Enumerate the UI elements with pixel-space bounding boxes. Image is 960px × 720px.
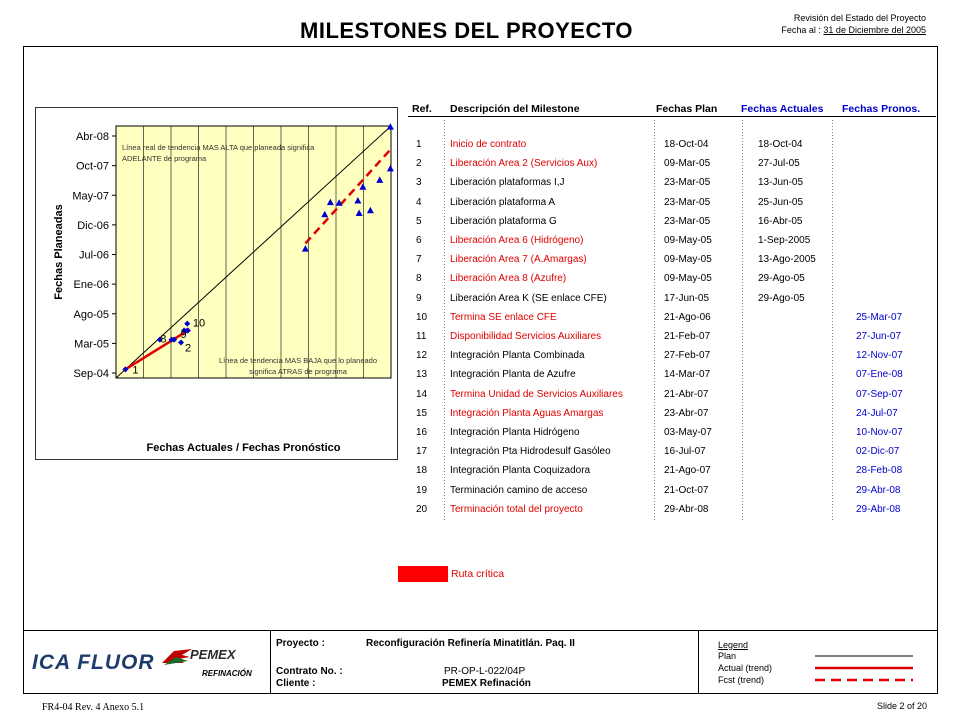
y-tick-label: Mar-05 bbox=[74, 338, 109, 351]
cell-pronos: 29-Abr-08 bbox=[856, 503, 901, 515]
pemex-logo: PEMEX bbox=[190, 647, 236, 662]
cell-ref: 18 bbox=[416, 465, 428, 477]
pemex-eagle-icon bbox=[160, 645, 194, 667]
cell-actual: 16-Abr-05 bbox=[758, 215, 803, 227]
critical-path-label: Ruta crítica bbox=[451, 568, 505, 580]
refinacion-logo: REFINACIÓN bbox=[202, 669, 252, 678]
annotation-low: Línea de tendencia MAS BAJA que lo planeado significa ATRAS de programa bbox=[218, 356, 378, 376]
legend-swatches bbox=[815, 652, 915, 686]
cell-plan: 29-Abr-08 bbox=[664, 503, 709, 515]
cell-desc: Inicio de contrato bbox=[450, 139, 527, 150]
milestone-chart bbox=[35, 107, 398, 460]
cell-ref: 3 bbox=[416, 177, 422, 189]
cell-ref: 16 bbox=[416, 427, 428, 438]
cell-plan: 21-Feb-07 bbox=[664, 331, 711, 342]
point-label: 1 bbox=[132, 364, 139, 377]
y-tick-label: Sep-04 bbox=[73, 368, 109, 380]
cell-ref: 9 bbox=[416, 292, 422, 304]
cell-desc: Liberación plataforma G bbox=[450, 215, 557, 227]
y-tick-label: Abr-08 bbox=[75, 131, 109, 143]
cell-plan: 03-May-07 bbox=[664, 427, 712, 438]
cell-plan: 09-May-05 bbox=[664, 254, 712, 266]
cell-plan: 27-Feb-07 bbox=[664, 350, 711, 362]
ica-fluor-logo: ICA FLUOR bbox=[32, 651, 155, 674]
cell-plan: 21-Ago-06 bbox=[664, 311, 711, 323]
header-desc: Descripción del Milestone bbox=[450, 103, 580, 115]
cell-ref: 15 bbox=[416, 407, 428, 419]
cell-ref: 2 bbox=[416, 158, 422, 170]
cell-plan: 23-Mar-05 bbox=[664, 177, 711, 189]
cell-desc: Terminación total del proyecto bbox=[450, 503, 583, 515]
header-status bbox=[781, 12, 926, 36]
cell-ref: 20 bbox=[416, 503, 428, 515]
footer-divider bbox=[698, 631, 699, 693]
y-tick-label: Ene-06 bbox=[73, 279, 109, 292]
column-separator bbox=[444, 120, 445, 520]
cell-ref: 5 bbox=[416, 215, 422, 227]
cell-plan: 21-Ago-07 bbox=[664, 465, 711, 477]
cell-actual: 25-Jun-05 bbox=[758, 196, 804, 208]
chart-svg bbox=[36, 108, 399, 461]
cell-ref: 6 bbox=[416, 235, 422, 246]
column-separator bbox=[742, 120, 743, 520]
cell-pronos: 27-Jun-07 bbox=[856, 331, 902, 342]
column-separator bbox=[832, 120, 833, 520]
cell-ref: 7 bbox=[416, 254, 422, 266]
cell-plan: 18-Oct-04 bbox=[664, 139, 709, 150]
form-reference: FR4-04 Rev. 4 Anexo 5.1 bbox=[42, 702, 145, 713]
cell-actual: 27-Jul-05 bbox=[758, 158, 800, 170]
cell-desc: Integración Planta Aguas Amargas bbox=[450, 407, 604, 419]
y-tick-label: Dic-06 bbox=[77, 219, 109, 232]
cell-plan: 23-Abr-07 bbox=[664, 407, 709, 419]
header-pronos: Fechas Pronos. bbox=[842, 103, 921, 115]
contrato-label: Contrato No. : bbox=[276, 666, 343, 677]
cell-ref: 10 bbox=[416, 311, 428, 323]
cliente-label: Cliente : bbox=[276, 678, 316, 689]
y-tick-label: May-07 bbox=[72, 190, 109, 203]
cell-actual: 1-Sep-2005 bbox=[758, 235, 811, 246]
x-axis-title: Fechas Actuales / Fechas Pronóstico bbox=[146, 442, 341, 454]
cell-pronos: 29-Abr-08 bbox=[856, 484, 901, 496]
page-title: MILESTONES DEL PROYECTO bbox=[300, 18, 634, 43]
cell-desc: Integración Pta Hidrodesulf Gasóleo bbox=[450, 446, 611, 458]
cell-desc: Integración Planta Hidrógeno bbox=[450, 427, 580, 438]
annotation-high: Línea real de tendencia MAS ALTA que planeada significa ADELANTE de programa bbox=[122, 143, 315, 163]
proyecto-label: Proyecto : bbox=[276, 638, 325, 649]
cell-actual: 18-Oct-04 bbox=[758, 139, 803, 150]
contrato-value: PR-OP-L-022/04P bbox=[444, 666, 526, 677]
header-ref: Ref. bbox=[412, 103, 432, 115]
cell-plan: 23-Mar-05 bbox=[664, 196, 711, 208]
cell-ref: 19 bbox=[416, 484, 428, 496]
cell-desc: Disponibilidad Servicios Auxiliares bbox=[450, 331, 602, 342]
cell-ref: 14 bbox=[416, 388, 428, 400]
cell-plan: 14-Mar-07 bbox=[664, 369, 711, 381]
cell-ref: 17 bbox=[416, 446, 428, 458]
footer-divider bbox=[270, 631, 271, 693]
cell-pronos: 24-Jul-07 bbox=[856, 407, 898, 419]
legend-actual-label: Actual (trend) bbox=[718, 663, 773, 673]
cell-actual: 13-Jun-05 bbox=[758, 177, 804, 189]
cell-ref: 1 bbox=[416, 139, 422, 150]
cell-plan: 21-Abr-07 bbox=[664, 388, 709, 400]
cliente-value: PEMEX Refinación bbox=[442, 678, 531, 689]
header-status-line: Revisión del Estado del Proyecto bbox=[793, 13, 926, 23]
cell-pronos: 28-Feb-08 bbox=[856, 465, 903, 477]
y-tick-label: Oct-07 bbox=[75, 160, 109, 173]
y-axis-title: Fechas Planeadas bbox=[53, 204, 65, 300]
cell-desc: Liberación Area K (SE enlace CFE) bbox=[450, 292, 607, 304]
critical-path-swatch bbox=[398, 566, 448, 582]
cell-desc: Termina Unidad de Servicios Auxiliares bbox=[450, 388, 623, 400]
header-plan: Fechas Plan bbox=[656, 103, 718, 115]
cell-pronos: 12-Nov-07 bbox=[856, 350, 903, 362]
cell-ref: 13 bbox=[416, 369, 428, 381]
y-tick-label: Ago-05 bbox=[73, 308, 109, 321]
cell-desc: Liberación Area 2 (Servicios Aux) bbox=[450, 158, 598, 170]
cell-desc: Liberación plataforma A bbox=[450, 196, 556, 208]
cell-plan: 21-Oct-07 bbox=[664, 484, 709, 496]
slide-number: Slide 2 of 20 bbox=[876, 701, 927, 711]
cell-ref: 12 bbox=[416, 350, 428, 362]
point-label: 8 bbox=[160, 333, 167, 346]
milestone-table bbox=[408, 100, 938, 520]
cell-actual: 29-Ago-05 bbox=[758, 273, 805, 285]
header-date bbox=[781, 24, 926, 36]
cell-ref: 8 bbox=[416, 273, 422, 285]
cell-actual: 29-Ago-05 bbox=[758, 292, 805, 304]
cell-desc: Liberación Area 6 (Hidrógeno) bbox=[450, 235, 584, 246]
column-separator bbox=[654, 120, 655, 520]
point-label: 10 bbox=[192, 317, 206, 330]
cell-desc: Liberación Area 8 (Azufre) bbox=[450, 273, 567, 285]
cell-desc: Integración Planta Combinada bbox=[450, 350, 585, 362]
point-label: 2 bbox=[185, 342, 192, 355]
cell-plan: 09-Mar-05 bbox=[664, 158, 711, 170]
header-actual: Fechas Actuales bbox=[741, 103, 824, 115]
cell-actual: 13-Ago-2005 bbox=[758, 254, 816, 266]
cell-desc: Liberación Area 7 (A.Amargas) bbox=[450, 254, 587, 266]
cell-desc: Terminación camino de acceso bbox=[450, 484, 588, 496]
legend-plan-label: Plan bbox=[718, 651, 737, 661]
cell-plan: 23-Mar-05 bbox=[664, 215, 711, 227]
cell-pronos: 07-Sep-07 bbox=[856, 388, 903, 400]
cell-plan: 09-May-05 bbox=[664, 273, 712, 285]
header-underline bbox=[408, 116, 936, 117]
y-tick-label: Jul-06 bbox=[79, 249, 109, 262]
proyecto-value: Reconfiguración Refinería Minatitlán. Paq. II bbox=[366, 638, 575, 649]
cell-desc: Integración Planta de Azufre bbox=[450, 369, 576, 381]
header-date-label: Fecha al : bbox=[781, 25, 821, 35]
cell-desc: Termina SE enlace CFE bbox=[450, 311, 557, 323]
legend-fcst-label: Fcst (trend) bbox=[718, 675, 765, 685]
cell-pronos: 10-Nov-07 bbox=[856, 427, 903, 438]
cell-pronos: 07-Ene-08 bbox=[856, 369, 903, 381]
cell-plan: 17-Jun-05 bbox=[664, 292, 710, 304]
legend-title: Legend bbox=[718, 640, 749, 650]
point-label: 9 bbox=[180, 329, 187, 342]
cell-ref: 11 bbox=[416, 331, 427, 342]
cell-desc: Integración Planta Coquizadora bbox=[450, 465, 591, 477]
cell-plan: 09-May-05 bbox=[664, 235, 712, 246]
cell-ref: 4 bbox=[416, 196, 422, 208]
cell-desc: Liberación plataformas I,J bbox=[450, 177, 565, 189]
cell-plan: 16-Jul-07 bbox=[664, 446, 706, 458]
header-date-value: 31 de Diciembre del 2005 bbox=[823, 25, 926, 35]
cell-pronos: 02-Dic-07 bbox=[856, 446, 900, 458]
cell-pronos: 25-Mar-07 bbox=[856, 311, 903, 323]
